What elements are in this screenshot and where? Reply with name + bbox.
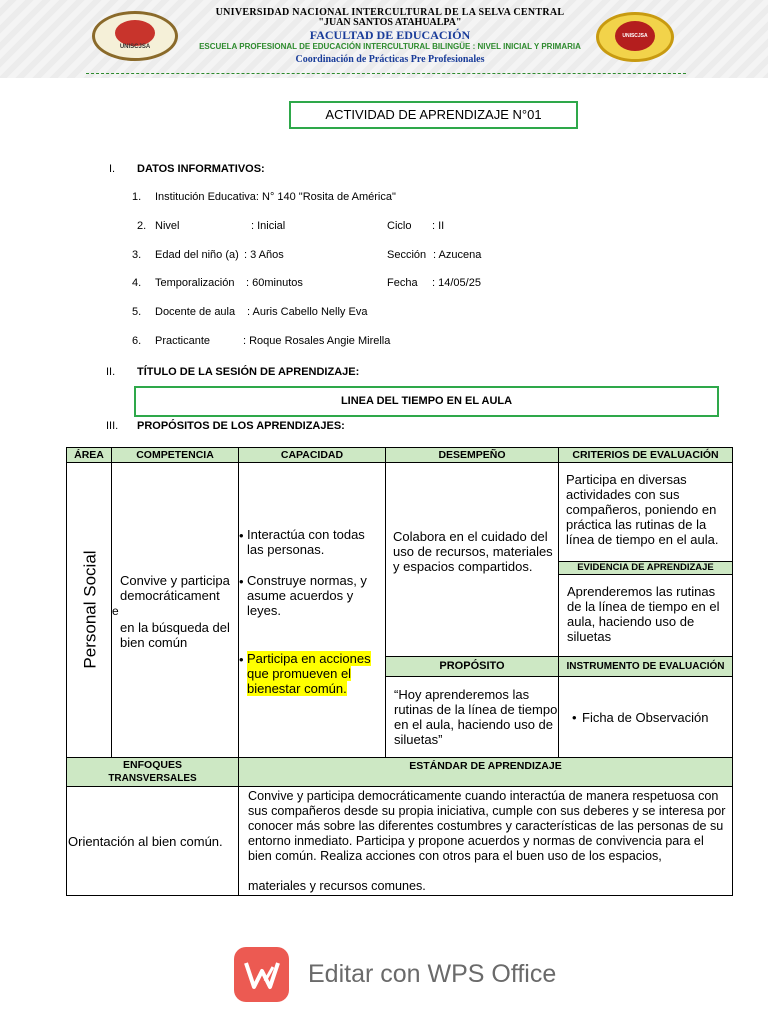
desempeno-cell	[385, 462, 559, 657]
section-number: II.	[106, 366, 116, 378]
enfoques-header-line2: TRANSVERSALES	[108, 773, 197, 784]
proposito-cell	[385, 676, 559, 758]
info-seccion-label: Sección	[387, 249, 427, 261]
capacidad-item-highlighted: Participa en acciones que promueven el bienestar común.	[247, 651, 371, 696]
evidencia-cell	[558, 574, 733, 657]
enfoque-cell	[66, 786, 239, 896]
enfoques-header	[66, 757, 239, 787]
section-title-titulo: TÍTULO DE LA SESIÓN DE APRENDIZAJE:	[137, 366, 360, 378]
enfoque-text: Orientación al bien común.	[68, 834, 223, 849]
info-institucion: Institución Educativa: N° 140 "Rosita de América"	[155, 191, 396, 203]
info-number: 3.	[132, 249, 142, 261]
col-header-competencia: COMPETENCIA	[111, 447, 239, 463]
info-ciclo-label: Ciclo	[387, 220, 412, 232]
wps-logo-icon[interactable]	[234, 947, 289, 1002]
info-fecha-label: Fecha	[387, 277, 418, 289]
bullet-icon: •	[572, 710, 577, 725]
coordination-title: Coordinación de Prácticas Pre Profesionales	[295, 54, 485, 65]
info-nivel-label: Nivel	[155, 220, 180, 232]
info-edad-value: : 3 Años	[244, 249, 284, 261]
col-header-area: ÁREA	[66, 447, 112, 463]
university-logo-left: UNISCJSA	[92, 11, 178, 61]
competencia-text: Convive y participa democráticament	[120, 573, 230, 603]
instrumento-text: Ficha de Observación	[582, 710, 709, 725]
info-number: 5.	[132, 306, 142, 318]
info-docente-value: : Auris Cabello Nelly Eva	[247, 306, 368, 318]
bullet-icon: •	[239, 652, 244, 667]
school-title: ESCUELA PROFESIONAL DE EDUCACIÓN INTERCULTURAL BILINGÜE : NIVEL INICIAL Y PRIMARIA	[199, 42, 581, 51]
bullet-icon: •	[239, 528, 244, 543]
university-title: UNIVERSIDAD NACIONAL INTERCULTURAL DE LA SELVA CENTRAL	[215, 7, 565, 18]
col-header-desempeno: DESEMPEÑO	[385, 447, 559, 463]
area-label: Personal Social	[80, 550, 100, 669]
estandar-header: ESTÁNDAR DE APRENDIZAJE	[238, 757, 733, 787]
competencia-text: en la búsqueda del bien común	[120, 620, 230, 650]
competencia-cell	[111, 462, 239, 758]
info-number: 2.	[137, 220, 147, 232]
info-fecha-value: : 14/05/25	[432, 277, 481, 289]
info-number: 6.	[132, 335, 142, 347]
info-number: 4.	[132, 277, 142, 289]
estandar-text: Convive y participa democráticamente cuando interactúa de manera respetuosa con sus compañeros desde su propia iniciativa, cumple con sus deberes y se interesa por conocer más sobre las diferentes costumbres y características de las personas de su entorno inmediato. Participa y propone acuerdos y normas de convivencia para el bien común. Realiza acciones con otros para el buen uso de los espacios,	[248, 789, 726, 863]
evidencia-text: Aprenderemos las rutinas de la línea de tiempo en el aula, haciendo uso de siluetas	[567, 584, 720, 644]
area-cell	[66, 462, 112, 758]
section-number: I.	[109, 163, 116, 175]
info-ciclo-value: : II	[432, 220, 445, 232]
proposito-text: “Hoy aprenderemos las rutinas de la línea de tiempo en el aula, haciendo uso de siluetas”	[394, 687, 558, 747]
instrumento-header: INSTRUMENTO DE EVALUACIÓN	[558, 656, 733, 677]
info-number: 1.	[132, 191, 142, 203]
capacidad-cell	[238, 462, 386, 758]
info-practicante-value: : Roque Rosales Angie Mirella	[243, 335, 391, 347]
info-docente-label: Docente de aula	[155, 306, 236, 318]
estandar-text: materiales y recursos comunes.	[248, 879, 426, 893]
evidencia-header: EVIDENCIA DE APRENDIZAJE	[558, 561, 733, 575]
university-logo-right: UNISCJSA	[596, 12, 674, 62]
capacidad-item: Construye normas, y asume acuerdos y leyes.	[247, 573, 367, 618]
activity-title: ACTIVIDAD DE APRENDIZAJE N°01	[289, 101, 578, 129]
col-header-criterios: CRITERIOS DE EVALUACIÓN	[558, 447, 733, 463]
info-edad-label: Edad del niño (a)	[155, 249, 239, 261]
info-practicante-label: Practicante	[155, 335, 211, 347]
instrumento-cell	[558, 676, 733, 758]
competencia-text-fragment: e	[112, 604, 119, 618]
session-title: LINEA DEL TIEMPO EN EL AULA	[134, 386, 719, 417]
estandar-cell	[238, 786, 733, 896]
enfoques-header-line1: ENFOQUES	[123, 759, 182, 771]
proposito-header: PROPÓSITO	[385, 656, 559, 677]
section-number: III.	[106, 420, 119, 432]
faculty-title: FACULTAD DE EDUCACIÓN	[309, 28, 471, 42]
desempeno-text: Colabora en el cuidado del uso de recursos, materiales y espacios compartidos.	[393, 529, 553, 574]
edit-with-wps-link[interactable]: Editar con WPS Office	[308, 960, 557, 988]
col-header-capacidad: CAPACIDAD	[238, 447, 386, 463]
info-seccion-value: : Azucena	[433, 249, 482, 261]
info-temporalizacion-value: : 60minutos	[246, 277, 303, 289]
criterios-text: Participa en diversas actividades con sus compañeros, poniendo en práctica las rutinas de la línea de tiempo en el aula.	[566, 472, 719, 547]
info-temporalizacion-label: Temporalización	[155, 277, 235, 289]
bullet-icon: •	[239, 574, 244, 589]
criterios-cell	[558, 462, 733, 562]
info-nivel-value: : Inicial	[251, 220, 286, 232]
university-name: "JUAN SANTOS ATAHUALPA"	[318, 17, 462, 28]
section-title-propositos: PROPÓSITOS DE LOS APRENDIZAJES:	[137, 420, 345, 432]
section-title-datos: DATOS INFORMATIVOS:	[137, 163, 265, 175]
capacidad-item: Interactúa con todas las personas.	[247, 527, 365, 557]
header-divider	[86, 73, 686, 74]
